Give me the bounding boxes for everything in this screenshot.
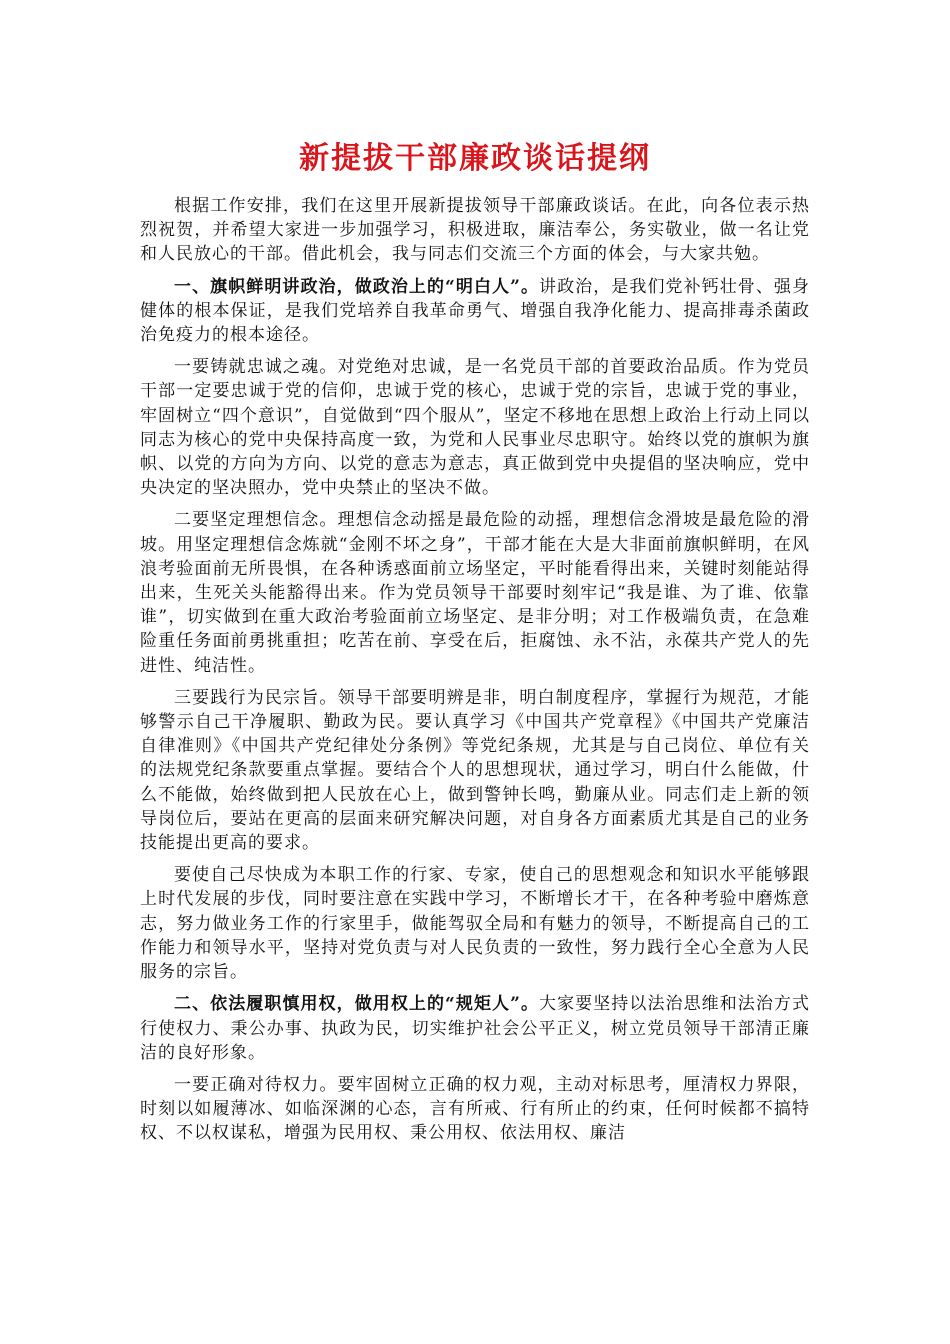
paragraph — [140, 1073, 810, 1146]
paragraph — [140, 686, 810, 855]
paragraph-text: 大家要坚持以法治思维和法治方式行使权力、秉公办事、执政为民，切实维护社会公平正义，树立党员领导干部清正廉洁的良好形象。 — [140, 994, 811, 1063]
paragraph-heading: 一、旗帜鲜明讲政治，做政治上的“明白人”。 — [174, 276, 540, 297]
paragraph — [140, 508, 810, 677]
paragraph-text: 一要正确对待权力。要牢固树立正确的权力观，主动对标思考，厘清权力界限，时刻以如履薄冰、如临深渊的心态，言有所戒、行有所止的约束，任何时候都不搞特权、不以权谋私，增强为民用权、秉公用权、依法用权、廉洁 — [140, 1074, 810, 1144]
paragraph — [140, 275, 810, 348]
paragraph — [140, 992, 810, 1065]
document-body — [140, 194, 810, 1154]
paragraph-text: 一要铸就忠诚之魂。对党绝对忠诚，是一名党员干部的首要政治品质。作为党员干部一定要忠诚于党的信仰，忠诚于党的核心，忠诚于党的宗旨，忠诚于党的事业，牢固树立“四个意识”，自觉做到“四个服从”，坚定不移地在思想上政治上行动上同以同志为核心的党中央保持高度一致，为党和人民事业尽忠职守。始终以党的旗帜为旗帜、以党的方向为方向、以党的意志为意志，真正做到党中央提倡的坚决响应，党中央决定的坚决照办，党中央禁止的坚决不做。 — [140, 357, 810, 499]
paragraph-text: 根据工作安排，我们在这里开展新提拔领导干部廉政谈话。在此，向各位表示热烈祝贺，并希望大家进一步加强学习，积极进取，廉洁奉公，务实敬业，做一名让党和人民放心的干部。借此机会，我与同志们交流三个方面的体会，与大家共勉。 — [140, 196, 810, 265]
paragraph-text: 讲政治，是我们党补钙壮骨、强身健体的根本保证，是我们党培养自我革命勇气、增强自我净化能力、提高排毒杀菌政治免疫力的根本途径。 — [140, 276, 811, 346]
paragraph — [140, 355, 810, 500]
paragraph — [140, 194, 810, 267]
paragraph-text: 要使自己尽快成为本职工作的行家、专家，使自己的思想观念和知识水平能够跟上时代发展的步伐，同时要注意在实践中学习，不断增长才干，在各种考验中磨炼意志，努力做业务工作的行家里手，做能驾驭全局和有魅力的领导，不断提高自己的工作能力和领导水平，坚持对党负责与对人民负责的一致性，努力践行全心全意为人民服务的宗旨。 — [140, 865, 810, 983]
paragraph — [140, 863, 810, 984]
paragraph-heading: 二、依法履职慎用权，做用权上的“规矩人”。 — [174, 994, 540, 1015]
paragraph-text: 三要践行为民宗旨。领导干部要明辨是非，明白制度程序，掌握行为规范，才能够警示自己干净履职、勤政为民。要认真学习《中国共产党章程》《中国共产党廉洁自律准则》《中国共产党纪律处分条例》等党纪条规，尤其是与自己岗位、单位有关的法规党纪条款要重点掌握。要结合个人的思想现状，通过学习，明白什么能做，什么不能做，始终做到把人民放在心上，做到警钟长鸣，勤廉从业。同志们走上新的领导岗位后，要站在更高的层面来研究解决问题，对自身各方面素质尤其是自己的业务技能提出更高的要求。 — [140, 687, 810, 854]
paragraph-text: 二要坚定理想信念。理想信念动摇是最危险的动摇，理想信念滑坡是最危险的滑坡。用坚定理想信念炼就“金刚不坏之身”，干部才能在大是大非面前旗帜鲜明，在风浪考验面前无所畏惧，在各种诱惑面前立场坚定，平时能看得出来，关键时刻能站得出来，生死关头能豁得出来。作为党员领导干部要时刻牢记“我是谁、为了谁、依靠谁”，切实做到在重大政治考验面前立场坚定、是非分明；对工作极端负责，在急难险重任务面前勇挑重担；吃苦在前、享受在后，拒腐蚀、永不沾，永葆共产党人的先进性、纯洁性。 — [140, 510, 810, 676]
document-title: 新提拔干部廉政谈话提纲 — [299, 141, 651, 176]
